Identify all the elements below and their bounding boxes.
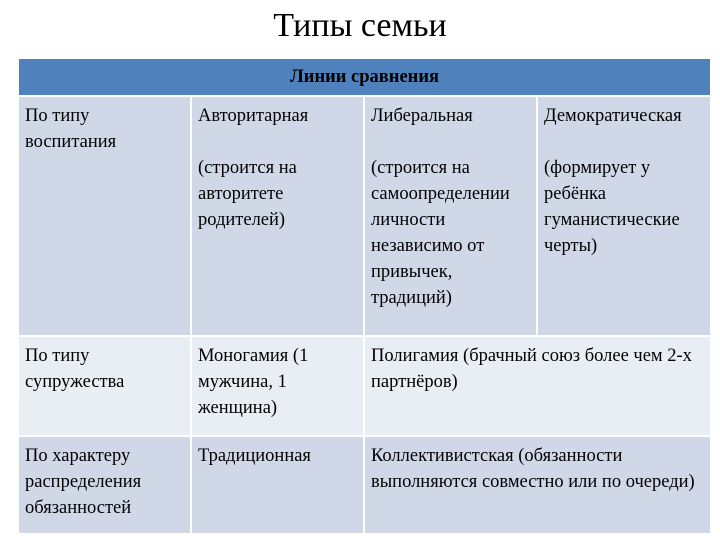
cell-monogamy: Моногамия (1 мужчина, 1 женщина) — [191, 336, 364, 436]
cell-liberal — [364, 96, 537, 336]
table-row — [18, 96, 711, 336]
page-title: Типы семьи — [273, 7, 447, 44]
cell-type-note: (формирует у ребёнка гуманистические черты) — [544, 158, 680, 256]
cell-type-name: Авторитарная — [198, 106, 309, 126]
row-label-upbringing: По типу воспитания — [18, 96, 191, 336]
cell-type-note: (строится на самоопределении личности независимо от привычек, традиций) — [371, 158, 510, 308]
cell-democratic — [537, 96, 711, 336]
cell-type-name: Демократическая — [544, 106, 682, 126]
table-row — [18, 336, 711, 436]
cell-polygamy: Полигамия (брачный союз более чем 2-х партнёров) — [364, 336, 711, 436]
row-label-marriage: По типу супружества — [18, 336, 191, 436]
cell-traditional: Традиционная — [191, 436, 364, 534]
table-header-row — [18, 58, 711, 96]
cell-type-note: (строится на авторитете родителей) — [198, 158, 297, 230]
comparison-table — [17, 57, 712, 535]
cell-collectivist: Коллективистская (обязанности выполняются совместно или по очереди) — [364, 436, 711, 534]
table-header-cell: Линии сравнения — [18, 58, 711, 96]
cell-type-name: Либеральная — [371, 106, 473, 126]
cell-authoritarian — [191, 96, 364, 336]
table-row — [18, 436, 711, 534]
row-label-duties: По характеру распределения обязанностей — [18, 436, 191, 534]
